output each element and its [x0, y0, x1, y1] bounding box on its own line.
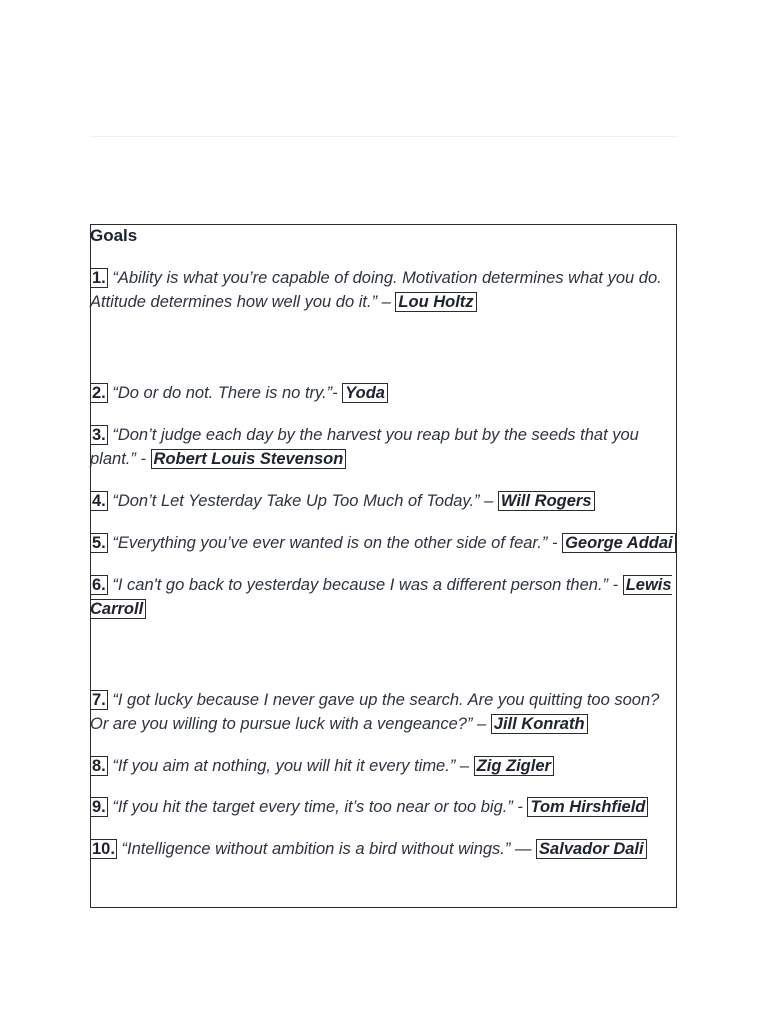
- quote-item-9: [90, 795, 676, 819]
- quote-author: Yoda: [342, 383, 388, 403]
- quote-text: “Intelligence without ambition is a bird without wings.” —: [116, 840, 537, 858]
- quote-item-10: [90, 837, 676, 861]
- quote-text: “If you hit the target every time, it’s too near or too big.” -: [107, 798, 528, 816]
- quote-text: “I can't go back to yesterday because I was a different person then.” -: [107, 576, 623, 594]
- quote-number: 8.: [92, 757, 106, 775]
- quote-text: “Do or do not. There is no try.”-: [107, 384, 343, 402]
- top-divider: [90, 136, 678, 137]
- quote-author: Salvador Dali: [536, 839, 647, 859]
- quote-number: 9.: [92, 798, 106, 816]
- quote-text: “Everything you’ve ever wanted is on the other side of fear.” -: [107, 534, 563, 552]
- quote-author: George Addai: [562, 533, 676, 553]
- quote-author: Lou Holtz: [395, 292, 476, 312]
- quote-text: “I got lucky because I never gave up the search. Are you quitting too soon? Or are you willing to pursue luck with a vengeance?” –: [90, 691, 660, 733]
- quote-number: 10.: [92, 840, 115, 858]
- quote-number: 1.: [92, 269, 106, 287]
- quote-item-6: [90, 573, 676, 621]
- quote-text: “Don’t judge each day by the harvest you reap but by the seeds that you plant.” -: [90, 426, 639, 468]
- quote-text: “If you aim at nothing, you will hit it every time.” –: [107, 757, 474, 775]
- quote-author: Jill Konrath: [491, 714, 588, 734]
- quote-number: 3.: [92, 426, 106, 444]
- quote-number: 4.: [92, 492, 106, 510]
- quote-number: 5.: [92, 534, 106, 552]
- quote-item-2: [90, 381, 676, 405]
- quote-author: Will Rogers: [498, 491, 595, 511]
- quote-item-7: [90, 688, 676, 736]
- quote-item-5: [90, 531, 676, 555]
- quote-item-4: [90, 489, 676, 513]
- quote-number: 2.: [92, 384, 106, 402]
- quote-author: Lewis Carroll: [90, 576, 672, 618]
- quote-item-1: [90, 266, 676, 314]
- quote-author: Robert Louis Stevenson: [151, 449, 347, 469]
- quote-text: “Don’t Let Yesterday Take Up Too Much of Today.” –: [107, 492, 498, 510]
- document-heading: Goals: [90, 226, 138, 245]
- quote-author: Tom Hirshfield: [527, 797, 648, 817]
- quote-number: 7.: [92, 691, 106, 709]
- quote-author: Zig Zigler: [474, 756, 554, 776]
- quote-text: “Ability is what you’re capable of doing. Motivation determines what you do. Attitude determines how well you do it.” –: [90, 269, 662, 311]
- quote-item-8: [90, 754, 676, 778]
- quote-item-3: [90, 423, 676, 471]
- quote-number: 6.: [92, 576, 106, 594]
